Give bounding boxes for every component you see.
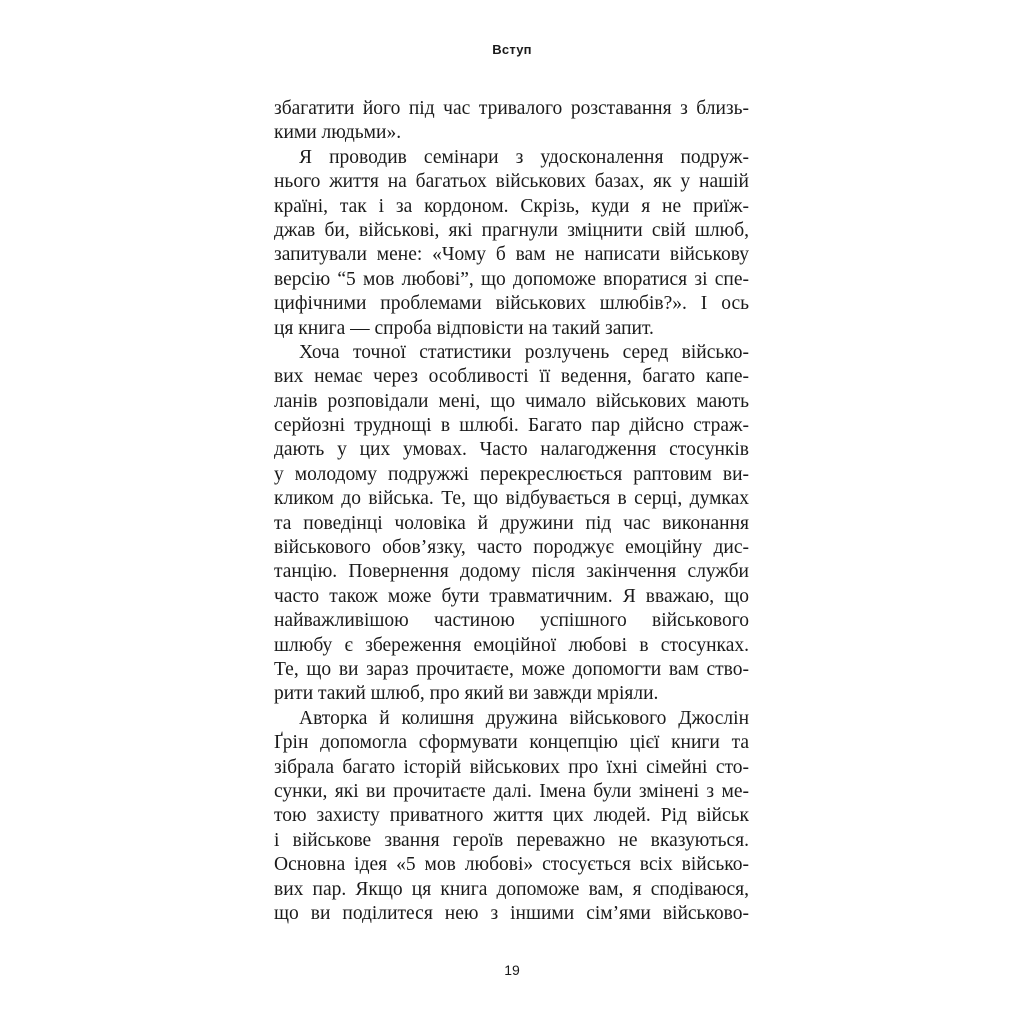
text-line: сунки, які ви прочитаєте далі. Імена були змінені з ме- xyxy=(274,780,749,802)
text-line: Я проводив семінари з удосконалення подруж- xyxy=(299,146,749,168)
text-line: запитували мене: «Чому б вам не написати військову xyxy=(274,244,749,266)
text-line: Те, що ви зараз прочитаєте, може допомогти вам ство- xyxy=(274,658,749,680)
text-line: цифічними проблемами військових шлюбів?». І ось xyxy=(274,293,749,315)
text-line: кими людьми». xyxy=(274,122,402,144)
paragraph xyxy=(274,97,749,146)
text-line: вих пар. Якщо ця книга допоможе вам, я сподіваюся, xyxy=(274,878,749,900)
text-line: кликом до війська. Те, що відбувається в серці, думках xyxy=(274,488,749,510)
text-line: серйозні труднощі в шлюбі. Багато пар дійсно страж- xyxy=(274,415,749,437)
text-line: і військове звання героїв переважно не вказуються. xyxy=(274,829,749,851)
text-line: країні, так і за кордоном. Скрізь, куди я не приїж- xyxy=(274,195,749,217)
text-line: ланів розповідали мені, що чимало військових мають xyxy=(274,390,749,412)
text-line: військового обов’язку, часто породжує емоційну дис- xyxy=(274,537,749,559)
text-line: зібрала багато історій військових про їхні сімейні сто- xyxy=(274,756,749,778)
paragraph xyxy=(274,707,749,927)
text-line: нього життя на багатьох військових базах, як у нашій xyxy=(274,171,749,193)
text-line: що ви поділитеся нею з іншими сім’ями військово- xyxy=(274,902,749,924)
text-line: шлюбу є збереження емоційної любові в стосунках. xyxy=(274,634,749,656)
page-number: 19 xyxy=(504,962,520,978)
text-line: збагатити його під час тривалого розставання з близь- xyxy=(274,98,749,119)
text-line: та поведінці чоловіка й дружини під час виконання xyxy=(274,512,749,534)
paragraph xyxy=(274,341,749,707)
text-line: часто також може бути травматичним. Я вважаю, що xyxy=(274,585,749,607)
chapter-title: Вступ xyxy=(492,42,532,57)
text-line: дають у цих умовах. Часто налагодження стосунків xyxy=(274,439,749,461)
text-line: найважливішою частиною успішного військового xyxy=(274,610,749,632)
text-line: Основна ідея «5 мов любові» стосується всіх військо- xyxy=(274,854,749,876)
text-line: рити такий шлюб, про який ви завжди мріяли. xyxy=(274,683,659,705)
body-text xyxy=(274,97,749,926)
text-line: Авторка й колишня дружина військового Джослін xyxy=(299,707,749,729)
text-line: джав би, військові, які прагнули зміцнити свій шлюб, xyxy=(274,219,749,241)
text-line: у молодому подружжі перекреслюється раптовим ви- xyxy=(274,463,749,485)
paragraph xyxy=(274,146,749,341)
text-line: вих немає через особливості її ведення, багато капе- xyxy=(274,366,749,388)
text-line: версію “5 мов любові”, що допоможе впоратися зі спе- xyxy=(274,268,749,290)
text-line: танцію. Повернення додому після закінчення служби xyxy=(274,561,749,583)
text-line: Ґрін допомогла сформувати концепцію цієї книги та xyxy=(274,732,749,754)
text-line: тою захисту приватного життя цих людей. Рід військ xyxy=(274,805,749,827)
text-line: Хоча точної статистики розлучень серед військо- xyxy=(299,341,749,363)
text-line: ця книга — спроба відповісти на такий запит. xyxy=(274,317,654,339)
